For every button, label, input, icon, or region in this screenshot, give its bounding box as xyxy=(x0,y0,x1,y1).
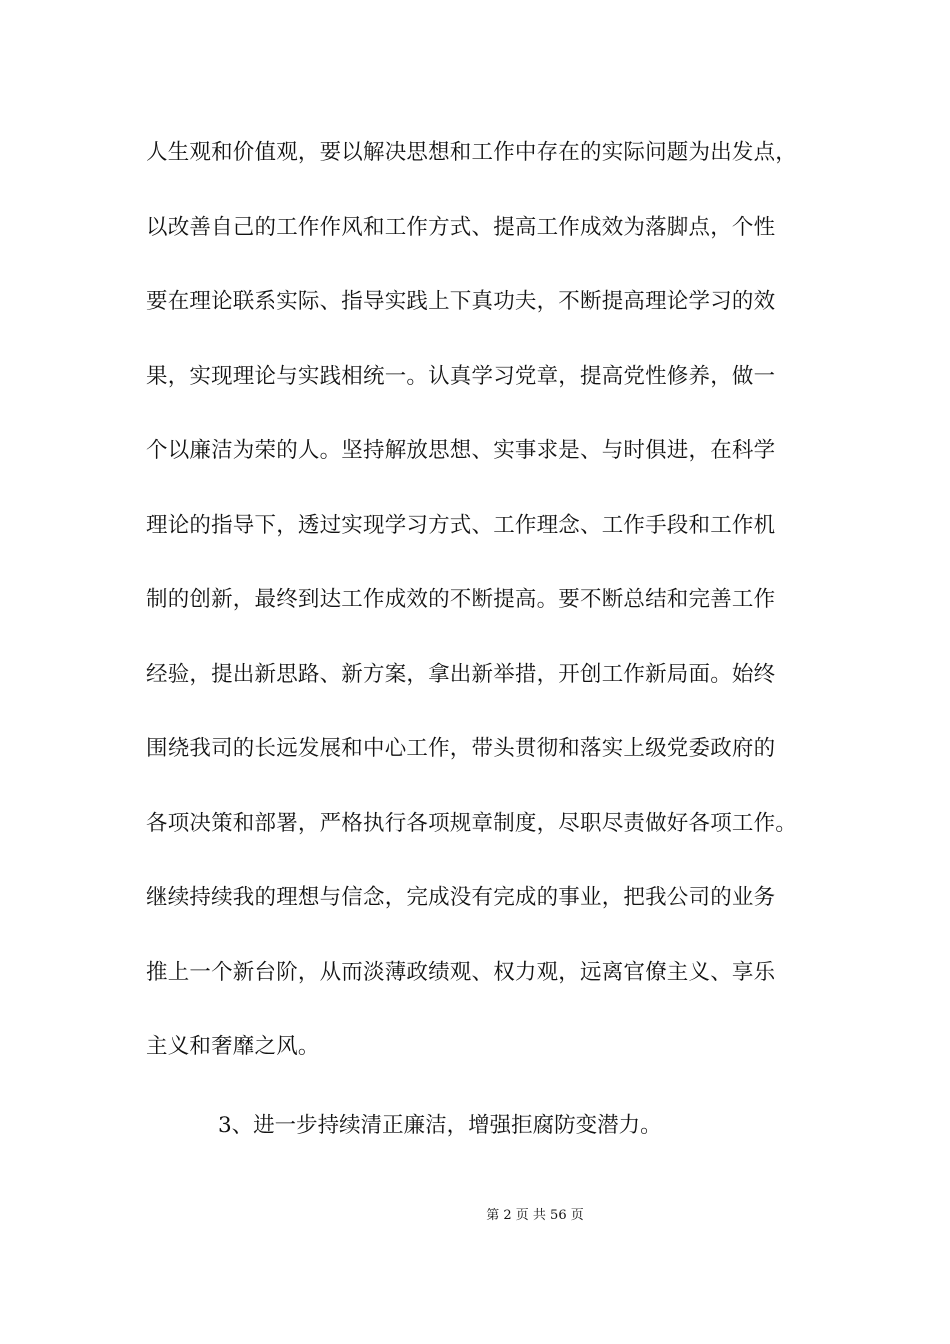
text-line: 围绕我司的长远发展和中心工作，带头贯彻和落实上级党委政府的 xyxy=(146,736,776,761)
text-line: 主义和奢靡之风。 xyxy=(146,1034,320,1059)
text-line: 推上一个新台阶，从而淡薄政绩观、权力观，远离官僚主义、享乐 xyxy=(146,959,776,985)
body-paragraph xyxy=(146,130,846,1099)
text-line: 人生观和价值观，要以解决思想和工作中存在的实际问题为出发点， xyxy=(146,140,798,165)
section-heading: 3、进一步持续清正廉洁，增强拒腐防变潜力。 xyxy=(218,1113,662,1138)
page-number-footer: 第 2 页 共 56 页 xyxy=(486,1208,584,1223)
text-line: 以改善自己的工作作风和工作方式、提高工作成效为落脚点，个性 xyxy=(146,214,776,240)
text-line: 个以廉洁为荣的人。坚持解放思想、实事求是、与时俱进，在科学 xyxy=(146,438,776,463)
text-line: 继续持续我的理想与信念，完成没有完成的事业，把我公司的业务 xyxy=(146,885,776,910)
text-line: 经验，提出新思路、新方案，拿出新举措，开创工作新局面。始终 xyxy=(146,661,776,687)
text-line: 果，实现理论与实践相统一。认真学习党章，提高党性修养，做一 xyxy=(146,363,776,389)
text-line: 各项决策和部署，严格执行各项规章制度，尽职尽责做好各项工作。 xyxy=(146,810,798,836)
text-line: 理论的指导下，透过实现学习方式、工作理念、工作手段和工作机 xyxy=(146,512,776,538)
text-line: 要在理论联系实际、指导实践上下真功夫，不断提高理论学习的效 xyxy=(146,289,776,314)
text-line: 制的创新，最终到达工作成效的不断提高。要不断总结和完善工作 xyxy=(146,587,776,612)
